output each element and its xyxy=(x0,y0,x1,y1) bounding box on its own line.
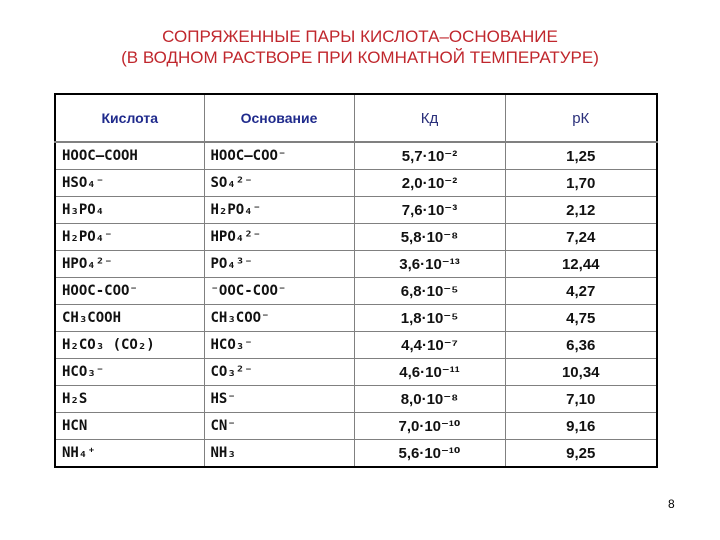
kd-cell: 7,0·10⁻¹⁰ xyxy=(354,413,505,440)
base-cell: CN⁻ xyxy=(204,413,354,440)
acid-cell: HCO₃⁻ xyxy=(55,359,204,386)
kd-cell: 4,6·10⁻¹¹ xyxy=(354,359,505,386)
base-cell: HS⁻ xyxy=(204,386,354,413)
base-cell: CH₃COO⁻ xyxy=(204,305,354,332)
kd-cell: 5,6·10⁻¹⁰ xyxy=(354,440,505,468)
pk-cell: 7,24 xyxy=(505,224,657,251)
pk-cell: 12,44 xyxy=(505,251,657,278)
base-cell: NH₃ xyxy=(204,440,354,468)
table-row xyxy=(55,224,657,251)
pk-cell: 1,25 xyxy=(505,142,657,170)
acid-base-pairs-table xyxy=(54,93,658,468)
pk-cell: 9,25 xyxy=(505,440,657,468)
table-row xyxy=(55,251,657,278)
kd-cell: 1,8·10⁻⁵ xyxy=(354,305,505,332)
acid-cell: H₂PO₄⁻ xyxy=(55,224,204,251)
pk-cell: 2,12 xyxy=(505,197,657,224)
acid-cell: H₂CO₃ (CO₂) xyxy=(55,332,204,359)
page-number: 8 xyxy=(668,497,675,511)
page-title: СОПРЯЖЕННЫЕ ПАРЫ КИСЛОТА–ОСНОВАНИЕ xyxy=(162,27,558,46)
acid-cell: NH₄⁺ xyxy=(55,440,204,468)
table-row xyxy=(55,413,657,440)
pk-cell: 6,36 xyxy=(505,332,657,359)
acid-cell: CH₃COOH xyxy=(55,305,204,332)
table-row xyxy=(55,197,657,224)
base-cell: HPO₄²⁻ xyxy=(204,224,354,251)
pk-cell: 4,27 xyxy=(505,278,657,305)
base-cell: CO₃²⁻ xyxy=(204,359,354,386)
acid-cell: H₂S xyxy=(55,386,204,413)
acid-cell: H₃PO₄ xyxy=(55,197,204,224)
kd-cell: 4,4·10⁻⁷ xyxy=(354,332,505,359)
acid-cell: HSO₄⁻ xyxy=(55,170,204,197)
acid-cell: HOOC–COOH xyxy=(55,142,204,170)
header-base: Основание xyxy=(204,94,354,142)
table-row xyxy=(55,359,657,386)
table-row xyxy=(55,440,657,468)
kd-cell: 3,6·10⁻¹³ xyxy=(354,251,505,278)
table-row xyxy=(55,142,657,170)
table-row xyxy=(55,278,657,305)
table-row xyxy=(55,332,657,359)
base-cell: H₂PO₄⁻ xyxy=(204,197,354,224)
pk-cell: 9,16 xyxy=(505,413,657,440)
kd-cell: 8,0·10⁻⁸ xyxy=(354,386,505,413)
pk-cell: 4,75 xyxy=(505,305,657,332)
kd-cell: 5,8·10⁻⁸ xyxy=(354,224,505,251)
kd-cell: 6,8·10⁻⁵ xyxy=(354,278,505,305)
kd-cell: 5,7·10⁻² xyxy=(354,142,505,170)
header-kd: Кд xyxy=(354,94,505,142)
base-cell: HOOC–COO⁻ xyxy=(204,142,354,170)
acid-cell: HCN xyxy=(55,413,204,440)
table-row xyxy=(55,305,657,332)
header-acid: Кислота xyxy=(55,94,204,142)
base-cell: HCO₃⁻ xyxy=(204,332,354,359)
page-subtitle: (В ВОДНОМ РАСТВОРЕ ПРИ КОМНАТНОЙ ТЕМПЕРАТУРЕ) xyxy=(121,48,599,67)
header-pk: рК xyxy=(505,94,657,142)
table-header-row xyxy=(55,94,657,142)
table-row xyxy=(55,170,657,197)
pk-cell: 10,34 xyxy=(505,359,657,386)
base-cell: SO₄²⁻ xyxy=(204,170,354,197)
acid-cell: HPO₄²⁻ xyxy=(55,251,204,278)
kd-cell: 2,0·10⁻² xyxy=(354,170,505,197)
kd-cell: 7,6·10⁻³ xyxy=(354,197,505,224)
pk-cell: 7,10 xyxy=(505,386,657,413)
acid-cell: HOOC-COO⁻ xyxy=(55,278,204,305)
pk-cell: 1,70 xyxy=(505,170,657,197)
base-cell: ⁻OOC-COO⁻ xyxy=(204,278,354,305)
base-cell: PO₄³⁻ xyxy=(204,251,354,278)
table-row xyxy=(55,386,657,413)
